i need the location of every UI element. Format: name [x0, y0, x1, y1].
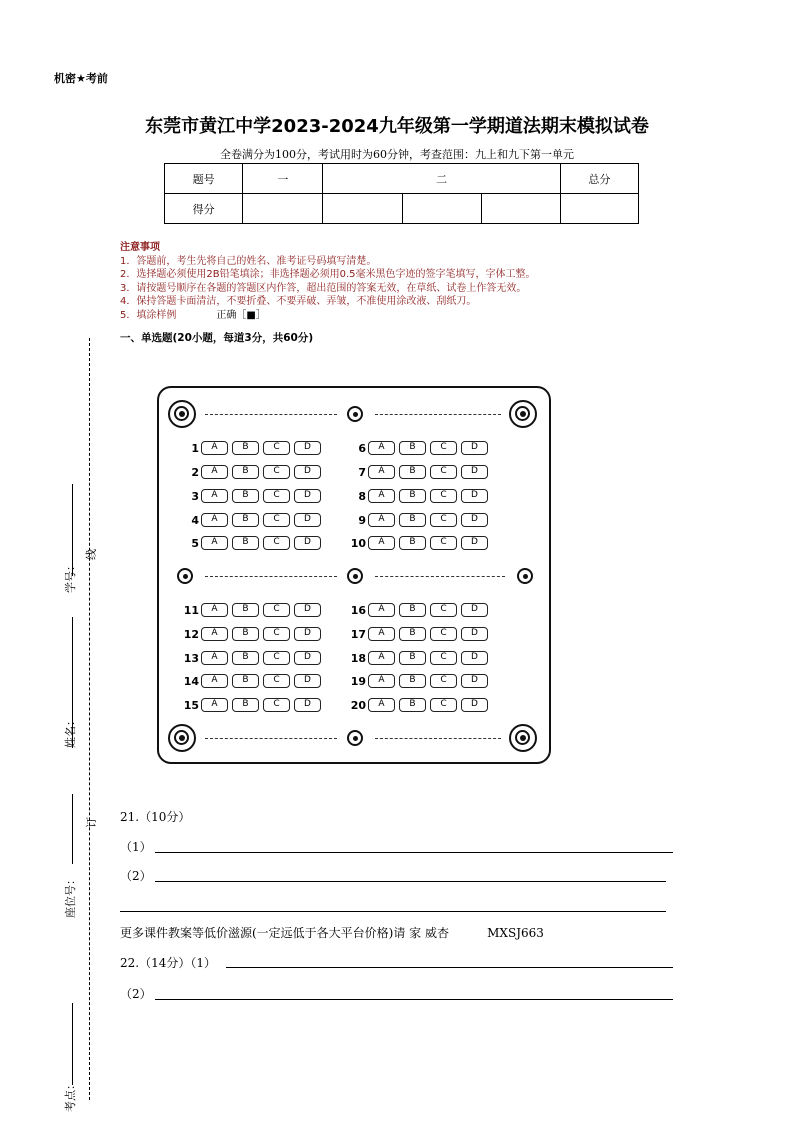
answer-row — [177, 626, 325, 642]
question-number: 7 — [358, 465, 366, 479]
answer-row — [177, 673, 325, 689]
option-bubble[interactable]: B — [399, 674, 426, 688]
option-bubble[interactable]: D — [461, 441, 488, 455]
score-cell[interactable] — [481, 194, 560, 224]
answer-row — [344, 464, 492, 480]
registration-target-icon — [168, 400, 196, 428]
answer-line[interactable] — [155, 999, 673, 1000]
option-bubble[interactable]: D — [294, 651, 321, 665]
option-bubble[interactable]: A — [368, 698, 395, 712]
option-bubble[interactable]: B — [399, 441, 426, 455]
option-bubble[interactable]: C — [430, 627, 457, 641]
option-bubble[interactable]: D — [294, 536, 321, 550]
option-bubble[interactable]: D — [294, 603, 321, 617]
option-bubble[interactable]: A — [368, 489, 395, 503]
option-bubble[interactable]: B — [232, 627, 259, 641]
question-number: 15 — [183, 698, 199, 712]
option-bubble[interactable]: A — [368, 674, 395, 688]
q22-label: 22.（14分）（1） — [120, 956, 216, 970]
question-number: 17 — [350, 627, 366, 641]
notes-block — [120, 241, 536, 322]
registration-dot-icon — [177, 568, 193, 584]
exam-room-label: 考点： — [64, 1079, 77, 1112]
option-bubble[interactable]: C — [263, 441, 290, 455]
question-number: 16 — [350, 603, 366, 617]
seat-line[interactable] — [72, 794, 73, 864]
option-bubble[interactable]: A — [201, 603, 228, 617]
option-bubble[interactable]: B — [399, 513, 426, 527]
answer-line[interactable] — [120, 911, 666, 912]
question-number: 11 — [183, 603, 199, 617]
option-bubble[interactable]: B — [232, 674, 259, 688]
registration-dot-icon — [517, 568, 533, 584]
option-bubble[interactable]: B — [399, 536, 426, 550]
answer-row — [177, 488, 325, 504]
option-bubble[interactable]: B — [399, 627, 426, 641]
binding-cut-line — [89, 338, 90, 1100]
option-bubble[interactable]: C — [263, 489, 290, 503]
option-bubble[interactable]: B — [399, 489, 426, 503]
bind-marker: 订 — [85, 817, 98, 828]
option-bubble[interactable]: A — [201, 698, 228, 712]
option-bubble[interactable]: B — [232, 513, 259, 527]
option-bubble[interactable]: C — [263, 465, 290, 479]
option-bubble[interactable]: A — [201, 627, 228, 641]
notes-heading: 注意事项 — [120, 242, 160, 253]
option-bubble[interactable]: D — [294, 441, 321, 455]
option-bubble[interactable]: D — [461, 651, 488, 665]
notes-item-example — [120, 309, 536, 323]
option-bubble[interactable]: D — [294, 698, 321, 712]
score-cell[interactable] — [243, 194, 323, 224]
option-bubble[interactable]: A — [201, 465, 228, 479]
answer-row — [177, 650, 325, 666]
question-number: 9 — [358, 513, 366, 527]
question-number: 5 — [191, 536, 199, 550]
example-correct: 正确［■］ — [216, 309, 266, 321]
option-bubble[interactable]: D — [294, 465, 321, 479]
answer-line[interactable] — [155, 852, 673, 853]
registration-target-icon — [509, 400, 537, 428]
option-bubble[interactable]: B — [232, 536, 259, 550]
answer-row — [344, 512, 492, 528]
option-bubble[interactable]: A — [201, 651, 228, 665]
student-id-label: 学号： — [64, 560, 77, 593]
notes-item: 1．答题前，考生先将自己的姓名、准考证号码填写清楚。 — [120, 255, 377, 267]
option-bubble[interactable]: D — [461, 603, 488, 617]
option-bubble[interactable]: C — [263, 698, 290, 712]
answer-row — [177, 464, 325, 480]
option-bubble[interactable]: B — [399, 603, 426, 617]
score-header-total: 总分 — [560, 164, 638, 194]
option-bubble[interactable]: C — [430, 674, 457, 688]
option-bubble[interactable]: C — [263, 513, 290, 527]
option-bubble[interactable]: D — [294, 513, 321, 527]
question-number: 1 — [191, 441, 199, 455]
option-bubble[interactable]: A — [368, 465, 395, 479]
registration-target-icon — [509, 724, 537, 752]
question-number: 19 — [350, 674, 366, 688]
option-bubble[interactable]: C — [263, 674, 290, 688]
option-bubble[interactable]: C — [430, 603, 457, 617]
option-bubble[interactable]: A — [368, 627, 395, 641]
dashed-divider — [375, 738, 501, 739]
answer-card — [157, 386, 551, 764]
option-bubble[interactable]: B — [399, 465, 426, 479]
option-bubble[interactable]: C — [430, 465, 457, 479]
option-bubble[interactable]: C — [430, 441, 457, 455]
question-number: 6 — [358, 441, 366, 455]
notes-item: 2．选择题必须使用2B铅笔填涂；非选择题必须用0.5毫米黑色字迹的签字笔填写，字体工整。 — [120, 269, 536, 280]
dashed-divider — [375, 576, 505, 577]
answer-row — [177, 535, 325, 551]
dashed-divider — [205, 738, 337, 739]
question-number: 12 — [183, 627, 199, 641]
option-bubble[interactable]: B — [399, 698, 426, 712]
answer-row — [177, 512, 325, 528]
answer-row — [344, 673, 492, 689]
dashed-divider — [375, 414, 501, 415]
seat-label: 座位号： — [64, 874, 77, 918]
example-label: 5．填涂样例 — [120, 309, 177, 321]
question-number: 4 — [191, 513, 199, 527]
option-bubble[interactable]: D — [294, 489, 321, 503]
confidential-label: 机密★考前 — [54, 72, 108, 85]
line-marker: 线 — [85, 549, 98, 560]
option-bubble[interactable]: A — [368, 536, 395, 550]
option-bubble[interactable]: D — [461, 465, 488, 479]
option-bubble[interactable]: C — [263, 651, 290, 665]
option-bubble[interactable]: B — [399, 651, 426, 665]
registration-dot-icon — [347, 568, 363, 584]
registration-dot-icon — [347, 730, 363, 746]
score-table — [164, 163, 639, 224]
option-bubble[interactable]: A — [201, 674, 228, 688]
option-bubble[interactable]: B — [232, 465, 259, 479]
notes-item: 3．请按题号顺序在各题的答题区内作答，超出范围的答案无效，在草纸、试卷上作答无效。 — [120, 282, 527, 294]
option-bubble[interactable]: B — [232, 489, 259, 503]
option-bubble[interactable]: A — [368, 603, 395, 617]
option-bubble[interactable]: D — [461, 627, 488, 641]
name-label: 姓名： — [64, 715, 77, 748]
option-bubble[interactable]: A — [201, 536, 228, 550]
question-number: 18 — [350, 651, 366, 665]
option-bubble[interactable]: C — [263, 536, 290, 550]
option-bubble[interactable]: A — [368, 513, 395, 527]
option-bubble[interactable]: B — [232, 698, 259, 712]
q21-label: 21.（10分） — [120, 810, 191, 824]
question-number: 20 — [350, 698, 366, 712]
option-bubble[interactable]: D — [461, 489, 488, 503]
answer-line[interactable] — [155, 881, 666, 882]
option-bubble[interactable]: B — [232, 651, 259, 665]
option-bubble[interactable]: D — [461, 536, 488, 550]
exam-room-line[interactable] — [72, 1003, 73, 1085]
score-cell[interactable] — [323, 194, 402, 224]
exam-subtitle: 全卷满分为100分，考试用时为60分钟，考查范围：九上和九下第一单元 — [220, 148, 574, 161]
option-bubble[interactable]: D — [461, 698, 488, 712]
score-cell[interactable] — [560, 194, 638, 224]
question-number: 8 — [358, 489, 366, 503]
q21-p1-label: （1） — [120, 840, 152, 854]
option-bubble[interactable]: D — [461, 674, 488, 688]
dashed-divider — [205, 576, 337, 577]
answer-row — [344, 650, 492, 666]
answer-row — [344, 697, 492, 713]
exam-title: 东莞市黄江中学2023-2024九年级第一学期道法期末模拟试卷 — [145, 116, 649, 137]
score-cell[interactable] — [402, 194, 481, 224]
option-bubble[interactable]: B — [232, 441, 259, 455]
promo-text: 更多课件教案等低价滋源(一定远低于各大平台价格)请 家 威杏 MXSJ663 — [120, 926, 544, 940]
answer-row — [177, 440, 325, 456]
q21-p2-label: （2） — [120, 869, 152, 883]
answer-line[interactable] — [226, 967, 673, 968]
option-bubble[interactable]: A — [201, 513, 228, 527]
answer-row — [344, 626, 492, 642]
option-bubble[interactable]: D — [294, 674, 321, 688]
question-number: 3 — [191, 489, 199, 503]
notes-item: 4．保持答题卡面清洁，不要折叠、不要弄破、弄皱，不准使用涂改液、刮纸刀。 — [120, 296, 477, 307]
dashed-divider — [205, 414, 337, 415]
option-bubble[interactable]: C — [430, 489, 457, 503]
answer-row — [344, 535, 492, 551]
registration-dot-icon — [347, 406, 363, 422]
option-bubble[interactable]: C — [430, 513, 457, 527]
option-bubble[interactable]: C — [430, 536, 457, 550]
score-header-number: 题号 — [165, 164, 243, 194]
section-heading-1: 一、单选题(20小题，每道3分，共60分) — [120, 332, 314, 344]
option-bubble[interactable]: C — [263, 603, 290, 617]
question-number: 14 — [183, 674, 199, 688]
question-number: 10 — [350, 536, 366, 550]
option-bubble[interactable]: A — [201, 489, 228, 503]
answer-row — [177, 602, 325, 618]
option-bubble[interactable]: D — [294, 627, 321, 641]
option-bubble[interactable]: B — [232, 603, 259, 617]
option-bubble[interactable]: A — [201, 441, 228, 455]
score-header-part1: 一 — [243, 164, 323, 194]
question-number: 2 — [191, 465, 199, 479]
option-bubble[interactable]: A — [368, 441, 395, 455]
answer-row — [344, 440, 492, 456]
option-bubble[interactable]: D — [461, 513, 488, 527]
question-number: 13 — [183, 651, 199, 665]
score-header-part2: 二 — [323, 164, 560, 194]
answer-row — [177, 697, 325, 713]
option-bubble[interactable]: C — [430, 698, 457, 712]
q22-p2-label: （2） — [120, 987, 152, 1001]
answer-row — [344, 602, 492, 618]
registration-target-icon — [168, 724, 196, 752]
option-bubble[interactable]: A — [368, 651, 395, 665]
score-row-label: 得分 — [165, 194, 243, 224]
option-bubble[interactable]: C — [430, 651, 457, 665]
option-bubble[interactable]: C — [263, 627, 290, 641]
answer-row — [344, 488, 492, 504]
